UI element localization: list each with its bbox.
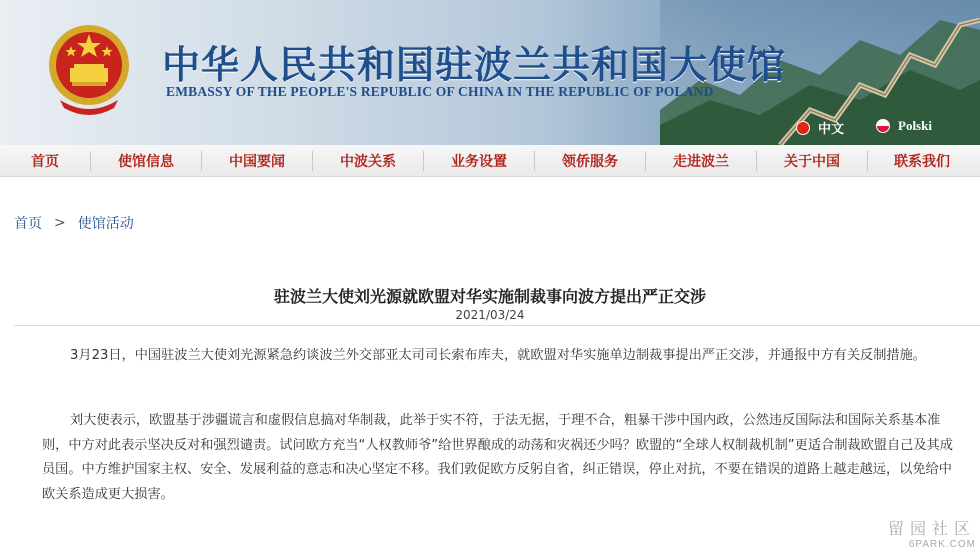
watermark-url: 6PARK.COM bbox=[908, 539, 976, 550]
nav-item-consular-services[interactable]: 领侨服务 bbox=[562, 153, 618, 170]
nav-item-about-poland[interactable]: 走进波兰 bbox=[673, 153, 729, 170]
site-title-english: EMBASSY OF THE PEOPLE'S REPUBLIC OF CHINA IN THE REPUBLIC OF POLAND bbox=[166, 84, 714, 99]
breadcrumb-home-link[interactable]: 首页 bbox=[14, 216, 42, 232]
watermark bbox=[888, 516, 976, 550]
nav-item-china-news[interactable]: 中国要闻 bbox=[229, 153, 285, 170]
nav-item-china-poland-relations[interactable]: 中波关系 bbox=[340, 153, 396, 170]
poland-flag-icon bbox=[876, 119, 890, 133]
site-title-chinese: 中华人民共和国驻波兰共和国大使馆 bbox=[162, 43, 787, 87]
article-paragraph: 3月23日，中国驻波兰大使刘光源紧急约谈波兰外交部亚太司司长索布库夫，就欧盟对华实施单边制裁事提出严正交涉，并通报中方有关反制措施。 bbox=[70, 348, 926, 363]
nav-item-embassy-info[interactable]: 使馆信息 bbox=[118, 153, 174, 170]
nav-item-services[interactable]: 业务设置 bbox=[451, 153, 507, 170]
language-chinese-link[interactable] bbox=[796, 118, 844, 137]
site-banner bbox=[0, 0, 980, 145]
national-emblem-icon bbox=[46, 20, 132, 118]
nav-item-contact-us[interactable]: 联系我们 bbox=[894, 153, 950, 170]
nav-item-home[interactable]: 首页 bbox=[31, 153, 59, 170]
article-divider bbox=[14, 325, 980, 326]
language-chinese-label: 中文 bbox=[818, 121, 845, 136]
breadcrumb-current-link[interactable]: 使馆活动 bbox=[77, 216, 134, 232]
main-navigation bbox=[0, 145, 980, 177]
language-polish-label: Polski bbox=[898, 118, 932, 133]
nav-item-about-china[interactable]: 关于中国 bbox=[784, 153, 840, 170]
article-title: 驻波兰大使刘光源就欧盟对华实施制裁事向波方提出严正交涉 bbox=[273, 287, 706, 306]
watermark-text: 留园社区 bbox=[887, 521, 976, 538]
article-paragraph: 刘大使表示，欧盟基于涉疆谎言和虚假信息搞对华制裁，此举于实不符，于法无据，于理不合，粗暴干涉中国内政，公然违反国际法和国际关系基本准则，中方对此表示坚决反对和强烈谴责。试问欧方充当“人权教师爷”给世界酿成的动荡和灾祸还少吗？欧盟的“全球人权制裁机制”更适合制裁欧盟自己及其成员国。中方维护国家主权、安全、发展利益的意志和决心坚定不移。我们敦促欧方反躬自省，纠正错误，停止对抗，不要在错误的道路上越走越远，以免给中欧关系造成更大损害。 bbox=[42, 413, 953, 502]
language-polish-link[interactable] bbox=[876, 118, 932, 134]
article-date: 2021/03/24 bbox=[455, 308, 525, 322]
china-flag-icon bbox=[796, 121, 810, 135]
breadcrumb-separator-icon: > bbox=[54, 215, 66, 231]
breadcrumb bbox=[14, 213, 134, 233]
